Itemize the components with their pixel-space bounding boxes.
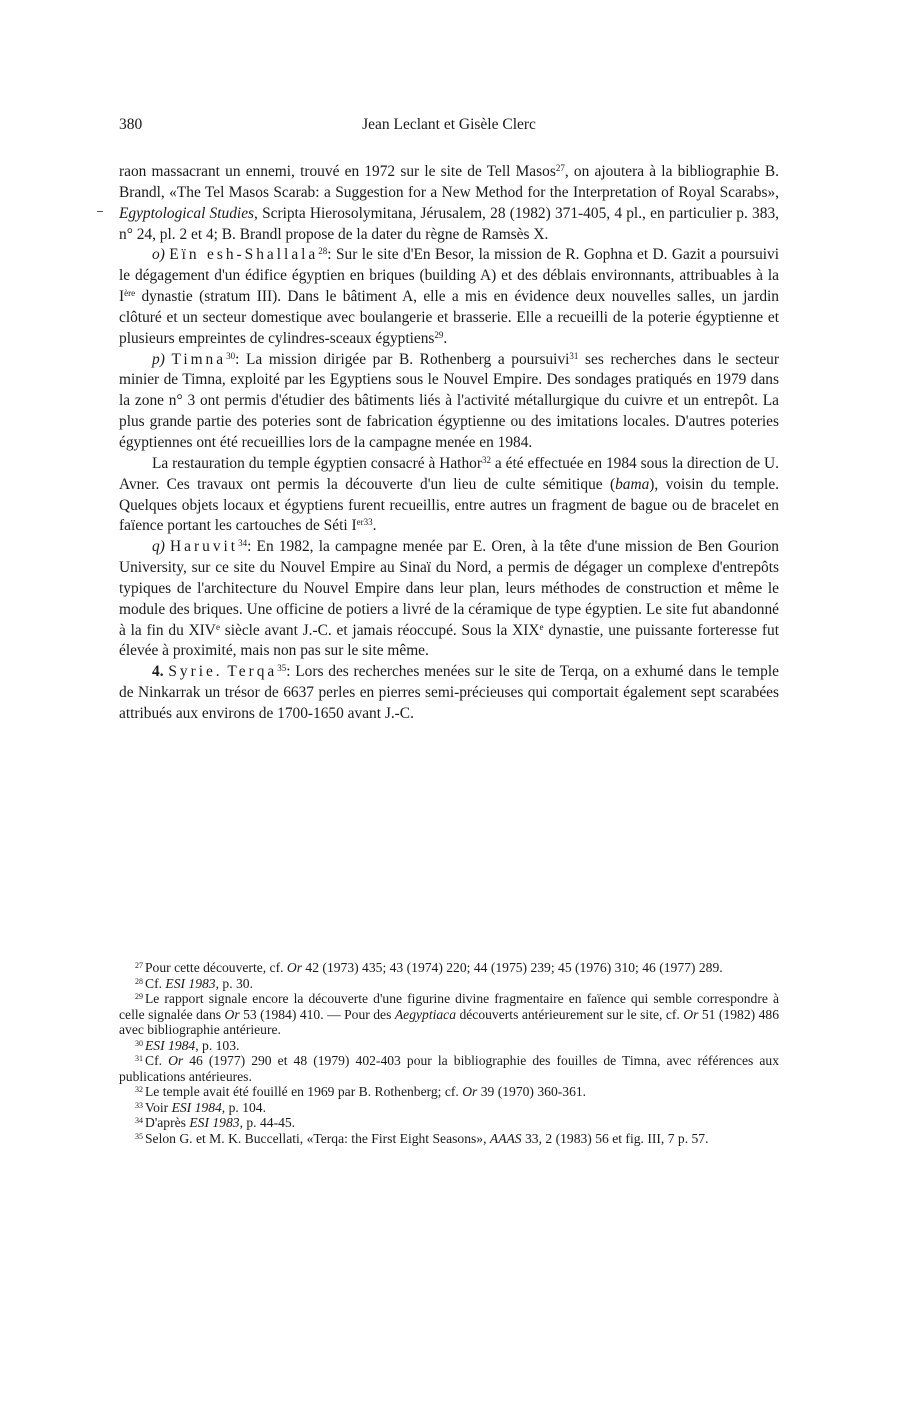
- footnote-31: [119, 1053, 779, 1084]
- item-label: q): [152, 538, 165, 556]
- text: Cf.: [145, 1053, 169, 1068]
- text: raon massacrant un ennemi, trouvé en 1972 sur le site de Tell Masos: [119, 163, 556, 180]
- footnote-number: 28: [135, 976, 143, 986]
- italic-abbrev: AAAS: [489, 1130, 522, 1146]
- note-ref: 33: [363, 517, 373, 528]
- text: , p. 44-45.: [239, 1115, 296, 1130]
- italic-abbrev: Or: [683, 1006, 699, 1022]
- ordinal-superscript: e: [215, 621, 220, 632]
- paragraph-syrie-terqa: [119, 662, 779, 725]
- text: : Lors des recherches menées sur le site de Terqa, on a exhumé dans le temple de Ninkarrak un trésor de 6637 perles en pierres semi-précieuses qui comportait également sept scarabées attribués aux environs de 1700-1650 avant J.-C.: [119, 663, 779, 722]
- footnotes: [119, 960, 779, 1146]
- text: D'après: [145, 1115, 190, 1130]
- italic-abbrev: ESI 1984: [145, 1037, 196, 1053]
- ordinal-superscript: ère: [124, 288, 136, 299]
- note-ref: 35: [277, 663, 287, 674]
- text: .: [372, 517, 377, 535]
- footnote-32: [119, 1084, 779, 1100]
- region-name: Syrie.: [168, 663, 223, 681]
- item-label: p): [152, 350, 165, 368]
- text: 33, 2 (1983) 56 et fig. III, 7 p. 57.: [521, 1130, 709, 1146]
- running-head: [119, 116, 779, 138]
- item-label: o): [152, 246, 165, 264]
- text: , p. 104.: [221, 1099, 266, 1115]
- note-ref: 32: [481, 454, 491, 465]
- paragraph-ein-esh-shallala: [119, 245, 779, 349]
- ordinal-superscript: er: [356, 517, 364, 528]
- site-name: Terqa: [227, 663, 278, 681]
- footnote-33: [119, 1100, 779, 1116]
- italic-abbrev: Or: [286, 960, 303, 975]
- footnote-number: 32: [135, 1085, 143, 1094]
- text: Cf.: [145, 975, 166, 991]
- note-ref: 27: [555, 163, 565, 173]
- site-name: Haruvit: [170, 538, 239, 556]
- italic-abbrev: Or: [462, 1084, 478, 1099]
- footnote-34: [119, 1115, 779, 1131]
- text: , Scripta Hierosolymitana, Jérusalem, 28 (1982) 371-405, 4 pl., en particulier p. 383, n° 24, pl. 2 et 4; B. Brandl propose de la dater du règne de Ramsès X.: [119, 204, 779, 243]
- italic-abbrev: ESI 1983: [189, 1115, 240, 1130]
- italic-title: Egyptological Studies: [119, 204, 255, 222]
- text: La restauration du temple égyptien consacré à Hathor: [152, 454, 482, 472]
- text: découverts antérieurement sur le site, cf.: [456, 1006, 684, 1022]
- paragraph-haruvit: [119, 537, 779, 662]
- note-ref: 31: [569, 350, 579, 361]
- note-ref: 29: [434, 329, 444, 340]
- ordinal-superscript: e: [539, 621, 544, 632]
- text: a été effectuée en 1984 sous la direction de U. Avner. Ces travaux ont permis la découverte d'un lieu de culte sémitique (: [119, 454, 779, 493]
- text: : La mission dirigée par B. Rothenberg a poursuivi: [235, 350, 570, 368]
- text: Le rapport signale encore la découverte d'une figurine divine fragmentaire en faïence qui semble correspondre à celle signalée dans: [119, 991, 779, 1022]
- footnote-30: [119, 1038, 779, 1054]
- footnote-number: 35: [135, 1131, 143, 1141]
- running-head-authors: Jean Leclant et Gisèle Clerc: [362, 116, 536, 133]
- italic-abbrev: Or: [168, 1053, 184, 1068]
- site-name: Timna: [171, 350, 227, 368]
- footnote-29: [119, 991, 779, 1038]
- footnote-number: 33: [135, 1100, 143, 1110]
- text: 53 (1984) 410. — Pour des: [239, 1006, 395, 1022]
- footnote-number: 34: [135, 1116, 143, 1125]
- margin-mark: [97, 211, 103, 212]
- italic-term: Aegyptiaca: [394, 1006, 457, 1022]
- footnote-number: 30: [135, 1038, 143, 1048]
- text: .: [443, 329, 448, 347]
- page-number: 380: [119, 116, 143, 133]
- text: Pour cette découverte, cf.: [145, 960, 287, 975]
- footnote-number: 31: [135, 1054, 143, 1063]
- footnote-35: [119, 1131, 779, 1147]
- section-number: 4.: [152, 663, 164, 681]
- italic-abbrev: ESI 1984: [171, 1099, 222, 1115]
- italic-term: bama: [615, 475, 650, 493]
- italic-abbrev: Or: [224, 1006, 240, 1022]
- note-ref: 30: [226, 350, 236, 361]
- text: : Sur le site d'En Besor, la mission de R. Gophna et D. Gazit a poursuivi le dégagement d'un édifice égyptien en briques (building A) et des déblais environnants, attribuables à la I: [119, 246, 780, 306]
- text: , p. 30.: [215, 975, 253, 991]
- text: : En 1982, la campagne menée par E. Oren, à la tête d'une mission de Ben Gourion University, sur ce site du Nouvel Empire au Sinaï du Nord, a permis de dégager un complexe d'entrepôts typiques de l'architecture du Nouvel Empire dans leur plan, leurs méthodes de construction et même le module des briques. Une officine de potiers a livré de la céramique de type égyptien. Le site fut abandonné à la fin du XIV: [119, 538, 779, 639]
- text: 42 (1973) 435; 43 (1974) 220; 44 (1975) 239; 45 (1976) 310; 46 (1977) 289.: [302, 960, 723, 975]
- footnote-28: [119, 976, 779, 992]
- footnote-number: 29: [135, 992, 143, 1001]
- text: Voir: [145, 1099, 172, 1115]
- footnote-number: 27: [135, 961, 143, 970]
- paragraph-tell-masos: [119, 162, 779, 245]
- text: dynastie, une puissante forteresse fut élevée à proximité, mais non pas sur le site même.: [119, 621, 780, 660]
- text: Selon G. et M. K. Buccellati, «Terqa: the First Eight Seasons»,: [145, 1130, 490, 1146]
- text: siècle avant J.-C. et jamais réoccupé. Sous la XIX: [219, 621, 540, 639]
- paragraph-hathor-temple: [119, 454, 779, 537]
- body-text: [119, 162, 779, 725]
- text: , on ajoutera à la bibliographie B. Brandl, «The Tel Masos Scarab: a Suggestion for a New Method for the Interpretation of Royal Scarabs»,: [119, 163, 779, 201]
- footnote-27: [119, 960, 779, 976]
- site-name: Eïn esh-Shallala: [169, 246, 319, 264]
- text: 39 (1970) 360-361.: [477, 1084, 587, 1099]
- text: 51 (1982) 486 avec bibliographie antérieure.: [119, 1006, 780, 1037]
- text: ses recherches dans le secteur minier de Timna, exploité par les Egyptiens sous le Nouvel Empire. Des sondages pratiqués en 1979 dans la zone n° 3 ont permis d'étudier des bâtiments liés à l'activité métallurgique du cuivre et un entrepôt. La plus grande partie des poteries sont de fabrication égyptienne ou des imitations locales. D'autres poteries égyptiennes ont été recueillies lors de la campagne menée en 1984.: [119, 350, 779, 451]
- text: ), voisin du temple. Quelques objets locaux et égyptiens furent recueillis, entre autres un fragment de bague ou de bracelet en faïence portant les cartouches de Séti I: [119, 475, 780, 535]
- paragraph-timna: [119, 350, 779, 454]
- text: dynastie (stratum III). Dans le bâtiment A, elle a mis en évidence deux nouvelles salles, un jardin clôturé et un secteur domestique avec boulangerie et brasserie. Elle a recueilli de la poterie égyptienne et plusieurs empreintes de cylindres-sceaux égyptiens: [119, 288, 779, 347]
- note-ref: 28: [318, 246, 328, 257]
- text: 46 (1977) 290 et 48 (1979) 402-403 pour la bibliographie des fouilles de Timna, avec références aux publications antérieures.: [119, 1053, 779, 1084]
- note-ref: 34: [238, 538, 248, 549]
- text: Le temple avait été fouillé en 1969 par B. Rothenberg; cf.: [145, 1084, 463, 1099]
- text: , p. 103.: [195, 1037, 240, 1053]
- italic-abbrev: ESI 1983: [165, 975, 216, 991]
